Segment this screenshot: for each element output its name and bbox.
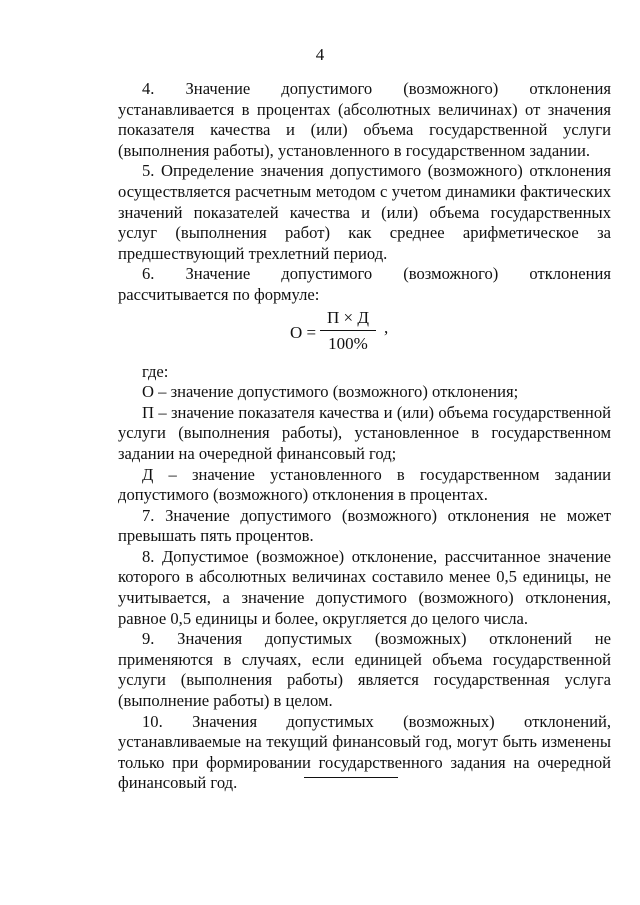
- formula-fraction: [320, 308, 376, 355]
- paragraph-9: 9. Значения допустимых (возможных) отклонений не применяются в случаях, если единицей объема государственной услуги (выполнения работы) является государственная услуга (выполнение работы) в целом.: [118, 629, 611, 711]
- formula-denominator: 100%: [328, 334, 368, 354]
- definition-d: Д – значение установленного в государственном задании допустимого (возможного) отклонения в процентах.: [118, 464, 611, 505]
- paragraph-10: 10. Значения допустимых (возможных) отклонений, устанавливаемые на текущий финансовый год, могут быть изменены только при формировании государственного задания на очередной финансовый год.: [118, 711, 611, 793]
- definition-o: О – значение допустимого (возможного) отклонения;: [142, 382, 519, 402]
- paragraph-8: 8. Допустимое (возможное) отклонение, рассчитанное значение которого в абсолютных величинах составило менее 0,5 единицы, не учитывается, а значение допустимого (возможного) отклонения, равное 0,5 единицы и более, округляется до целого числа.: [118, 546, 611, 628]
- paragraph-5: 5. Определение значения допустимого (возможного) отклонения осуществляется расчетным методом с учетом динамики фактических значений показателей качества и (или) объема государственных услуг (выполнения работ) как среднее арифметическое за предшествующий трехлетний период.: [118, 161, 611, 263]
- where-label: где:: [142, 361, 169, 381]
- page-number: 4: [315, 45, 325, 64]
- document-body: [118, 79, 611, 794]
- formula-numerator: П × Д: [320, 308, 376, 332]
- formula: [118, 306, 611, 362]
- end-divider-line: [304, 777, 398, 778]
- paragraph-7: 7. Значение допустимого (возможного) отклонения не может превышать пять процентов.: [118, 505, 611, 546]
- formula-lhs: О =: [290, 322, 317, 342]
- definition-p: П – значение показателя качества и (или) объема государственной услуги (выполнения работы), установленное в государственном задании на очередной финансовый год;: [118, 402, 611, 463]
- formula-comma: ,: [384, 317, 389, 337]
- paragraph-6: 6. Значение допустимого (возможного) отклонения рассчитывается по формуле:: [118, 264, 611, 304]
- paragraph-4: 4. Значение допустимого (возможного) отклонения устанавливается в процентах (абсолютных величинах) от значения показателя качества и (или) объема государственной услуги (выполнения работы), установленного в государственном задании.: [118, 79, 611, 160]
